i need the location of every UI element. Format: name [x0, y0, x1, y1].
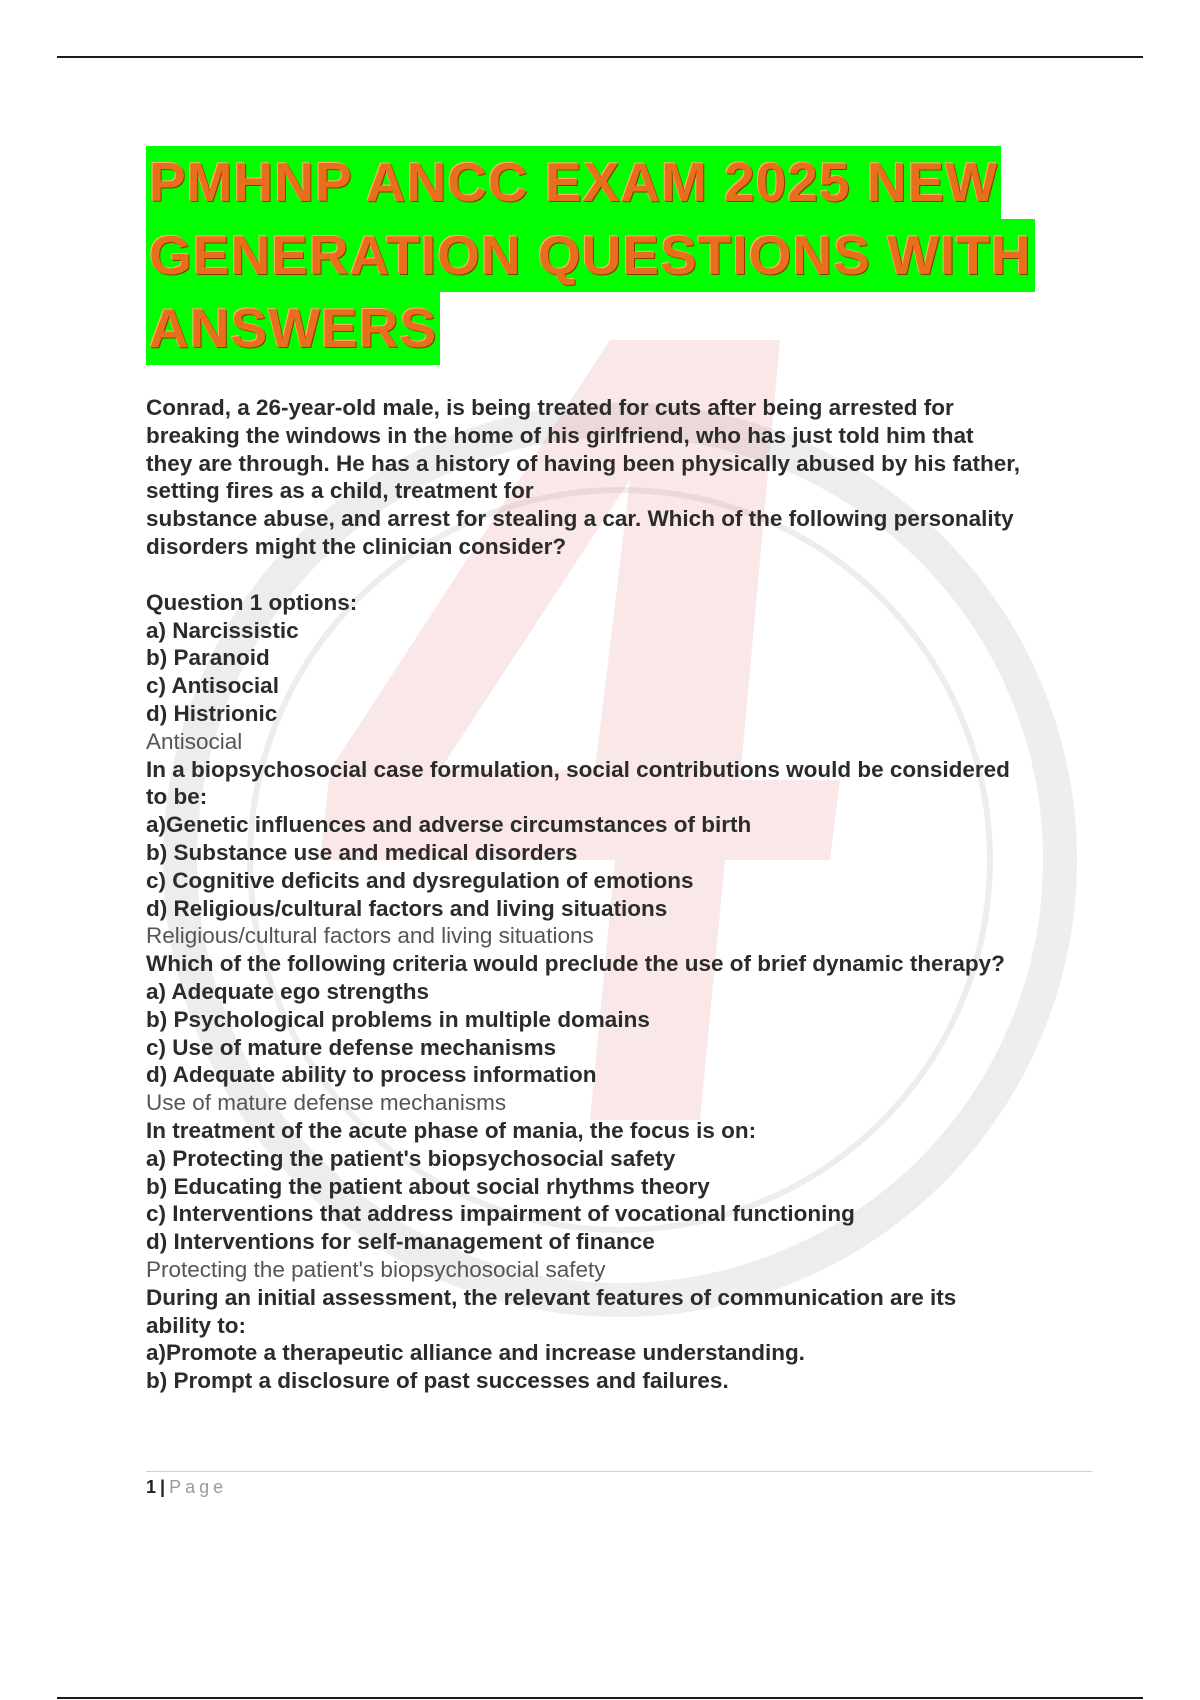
page-footer [146, 1476, 227, 1498]
answer-option: d) Interventions for self-management of finance [146, 1229, 655, 1255]
answer-option: c) Use of mature defense mechanisms [146, 1034, 557, 1060]
answer-option: c) Antisocial [146, 673, 279, 699]
title-line-2: GENERATION QUESTIONS WITH [146, 219, 1035, 292]
answer-option: b) Paranoid [146, 645, 270, 671]
answer-option: a)Promote a therapeutic alliance and increase understanding. [146, 1340, 805, 1366]
question-2 [146, 756, 1106, 951]
answer-option: c) Cognitive deficits and dysregulation of emotions [146, 867, 694, 893]
question-text-line: setting fires as a child, treatment for [146, 478, 534, 504]
document-title [146, 146, 1086, 365]
answer-option: b) Prompt a disclosure of past successes and failures. [146, 1368, 729, 1394]
correct-answer: Use of mature defense mechanisms [146, 1090, 507, 1116]
question-text-line: During an initial assessment, the relevant features of communication are its [146, 1284, 957, 1310]
answer-option: a)Genetic influences and adverse circumstances of birth [146, 812, 752, 838]
answer-option: d) Adequate ability to process information [146, 1062, 597, 1088]
question-text-line: breaking the windows in the home of his girlfriend, who has just told him that [146, 422, 974, 448]
answer-option: c) Interventions that address impairment of vocational functioning [146, 1201, 855, 1227]
question-5 [146, 1284, 1106, 1395]
correct-answer: Antisocial [146, 728, 243, 754]
answer-option: b) Educating the patient about social rhythms theory [146, 1173, 710, 1199]
question-1 [146, 394, 1106, 756]
answer-option: a) Narcissistic [146, 617, 299, 643]
question-text-line: In treatment of the acute phase of mania, the focus is on: [146, 1117, 757, 1143]
question-text-line: In a biopsychosocial case formulation, social contributions would be considered [146, 756, 1010, 782]
answer-option: b) Psychological problems in multiple domains [146, 1006, 650, 1032]
question-4 [146, 1117, 1106, 1284]
answer-option: d) Religious/cultural factors and living situations [146, 895, 668, 921]
page-number: 1 [146, 1477, 157, 1497]
correct-answer: Religious/cultural factors and living situations [146, 923, 594, 949]
top-rule [57, 56, 1143, 58]
correct-answer: Protecting the patient's biopsychosocial safety [146, 1256, 606, 1282]
questions-body [146, 394, 1106, 1395]
answer-option: a) Protecting the patient's biopsychosocial safety [146, 1145, 676, 1171]
question-text-line: Conrad, a 26-year-old male, is being treated for cuts after being arrested for [146, 395, 954, 420]
question-text-line: disorders might the clinician consider? [146, 533, 567, 559]
title-line-1: PMHNP ANCC EXAM 2025 NEW [146, 146, 1001, 219]
question-text-line: ability to: [146, 1312, 246, 1338]
bottom-rule [57, 1697, 1143, 1699]
question-text-line: substance abuse, and arrest for stealing a car. Which of the following personality [146, 506, 1014, 532]
page-label: Page [169, 1477, 228, 1497]
answer-option: a) Adequate ego strengths [146, 978, 429, 1004]
footer-separator: | [160, 1477, 166, 1497]
options-heading: Question 1 options: [146, 589, 358, 615]
footer-rule [146, 1471, 1092, 1472]
title-line-3: ANSWERS [146, 292, 440, 365]
question-text-line: they are through. He has a history of having been physically abused by his father, [146, 450, 1020, 476]
spacer [146, 561, 1106, 589]
question-text-line: to be: [146, 784, 208, 810]
answer-option: b) Substance use and medical disorders [146, 839, 578, 865]
question-text-line: Which of the following criteria would preclude the use of brief dynamic therapy? [146, 951, 1005, 977]
question-3 [146, 950, 1106, 1117]
answer-option: d) Histrionic [146, 700, 278, 726]
